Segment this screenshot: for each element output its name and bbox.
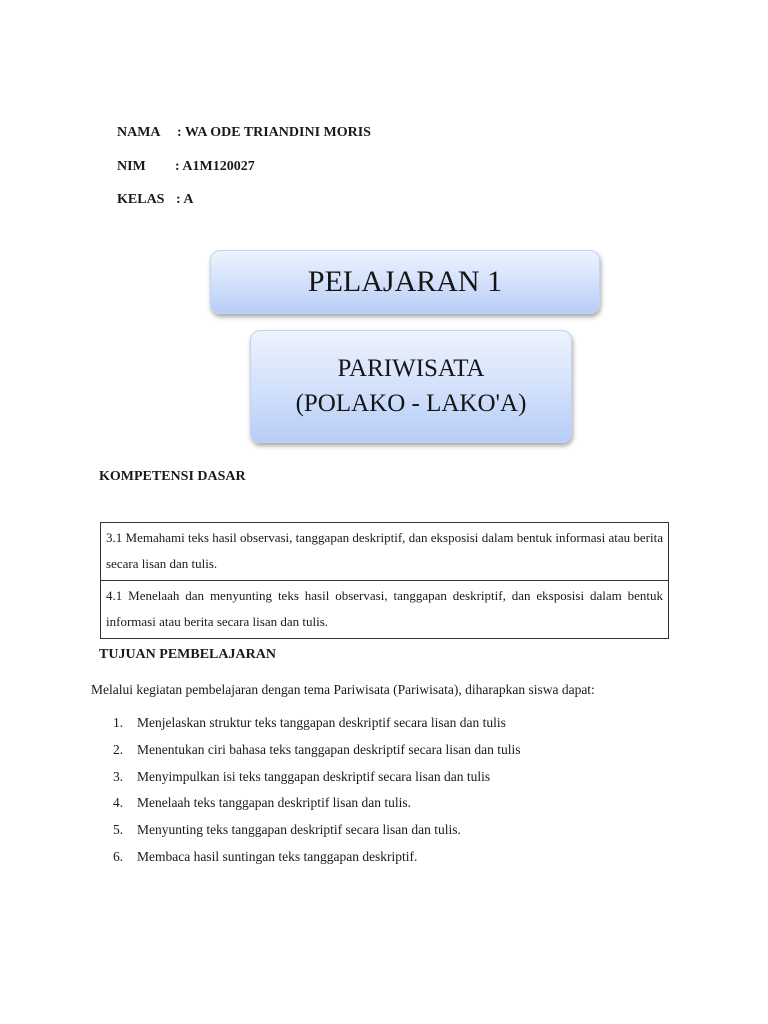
table-row xyxy=(101,523,669,581)
list-item-text: Menjelaskan struktur teks tanggapan deskriptif secara lisan dan tulis xyxy=(137,715,506,730)
lesson-title: PELAJARAN 1 xyxy=(307,265,503,298)
list-item-number: 4. xyxy=(113,795,124,811)
kompetensi-item-3-1: 3.1 Memahami teks hasil observasi, tanggapan deskriptif, dan eksposisi dalam bentuk informasi atau berita secara lisan dan tulis. xyxy=(101,523,669,581)
list-item-text: Menyimpulkan isi teks tanggapan deskriptif secara lisan dan tulis xyxy=(137,768,491,784)
tujuan-heading: TUJUAN PEMBELAJARAN xyxy=(99,647,276,662)
nim-label: NIM xyxy=(117,159,146,174)
student-nim-line xyxy=(110,143,255,175)
kelas-value: : A xyxy=(176,192,194,207)
list-item-text: Menelaah teks tanggapan deskriptif lisan dan tulis. xyxy=(137,795,412,811)
nama-label: NAMA xyxy=(117,125,161,140)
list-item-text: Membaca hasil suntingan teks tanggapan deskriptif. xyxy=(137,848,418,864)
kompetensi-item-4-1: 4.1 Menelaah dan menyunting teks hasil observasi, tanggapan deskriptif, dan eksposisi dalam bentuk informasi atau berita secara lisan dan tulis. xyxy=(101,581,669,639)
nim-value: : A1M120027 xyxy=(175,159,255,174)
kompetensi-table xyxy=(100,522,669,639)
list-item-number: 1. xyxy=(113,715,124,730)
list-item-text: Menyunting teks tanggapan deskriptif secara lisan dan tulis. xyxy=(137,822,461,838)
kelas-label: KELAS xyxy=(117,192,165,207)
lesson-subtitle-line-1: PARIWISATA xyxy=(337,355,485,382)
tujuan-intro: Melalui kegiatan pembelajaran dengan tema Pariwisata (Pariwisata), diharapkan siswa dapat: xyxy=(91,682,595,697)
lesson-subtitle-line-2: (POLAKO - LAKO'A) xyxy=(295,390,527,417)
lesson-title-box xyxy=(210,250,600,314)
list-item-number: 2. xyxy=(113,741,124,757)
student-name-line xyxy=(110,109,371,141)
student-class-line xyxy=(110,176,194,208)
list-item-number: 6. xyxy=(113,848,124,864)
nama-value: : WA ODE TRIANDINI MORIS xyxy=(177,125,371,140)
list-item-number: 5. xyxy=(113,822,124,838)
lesson-subtitle-box xyxy=(250,330,572,443)
list-item-text: Menentukan ciri bahasa teks tanggapan deskriptif secara lisan dan tulis xyxy=(137,741,521,757)
kompetensi-heading: KOMPETENSI DASAR xyxy=(99,469,246,484)
table-row xyxy=(101,581,669,639)
list-item-number: 3. xyxy=(113,768,124,784)
